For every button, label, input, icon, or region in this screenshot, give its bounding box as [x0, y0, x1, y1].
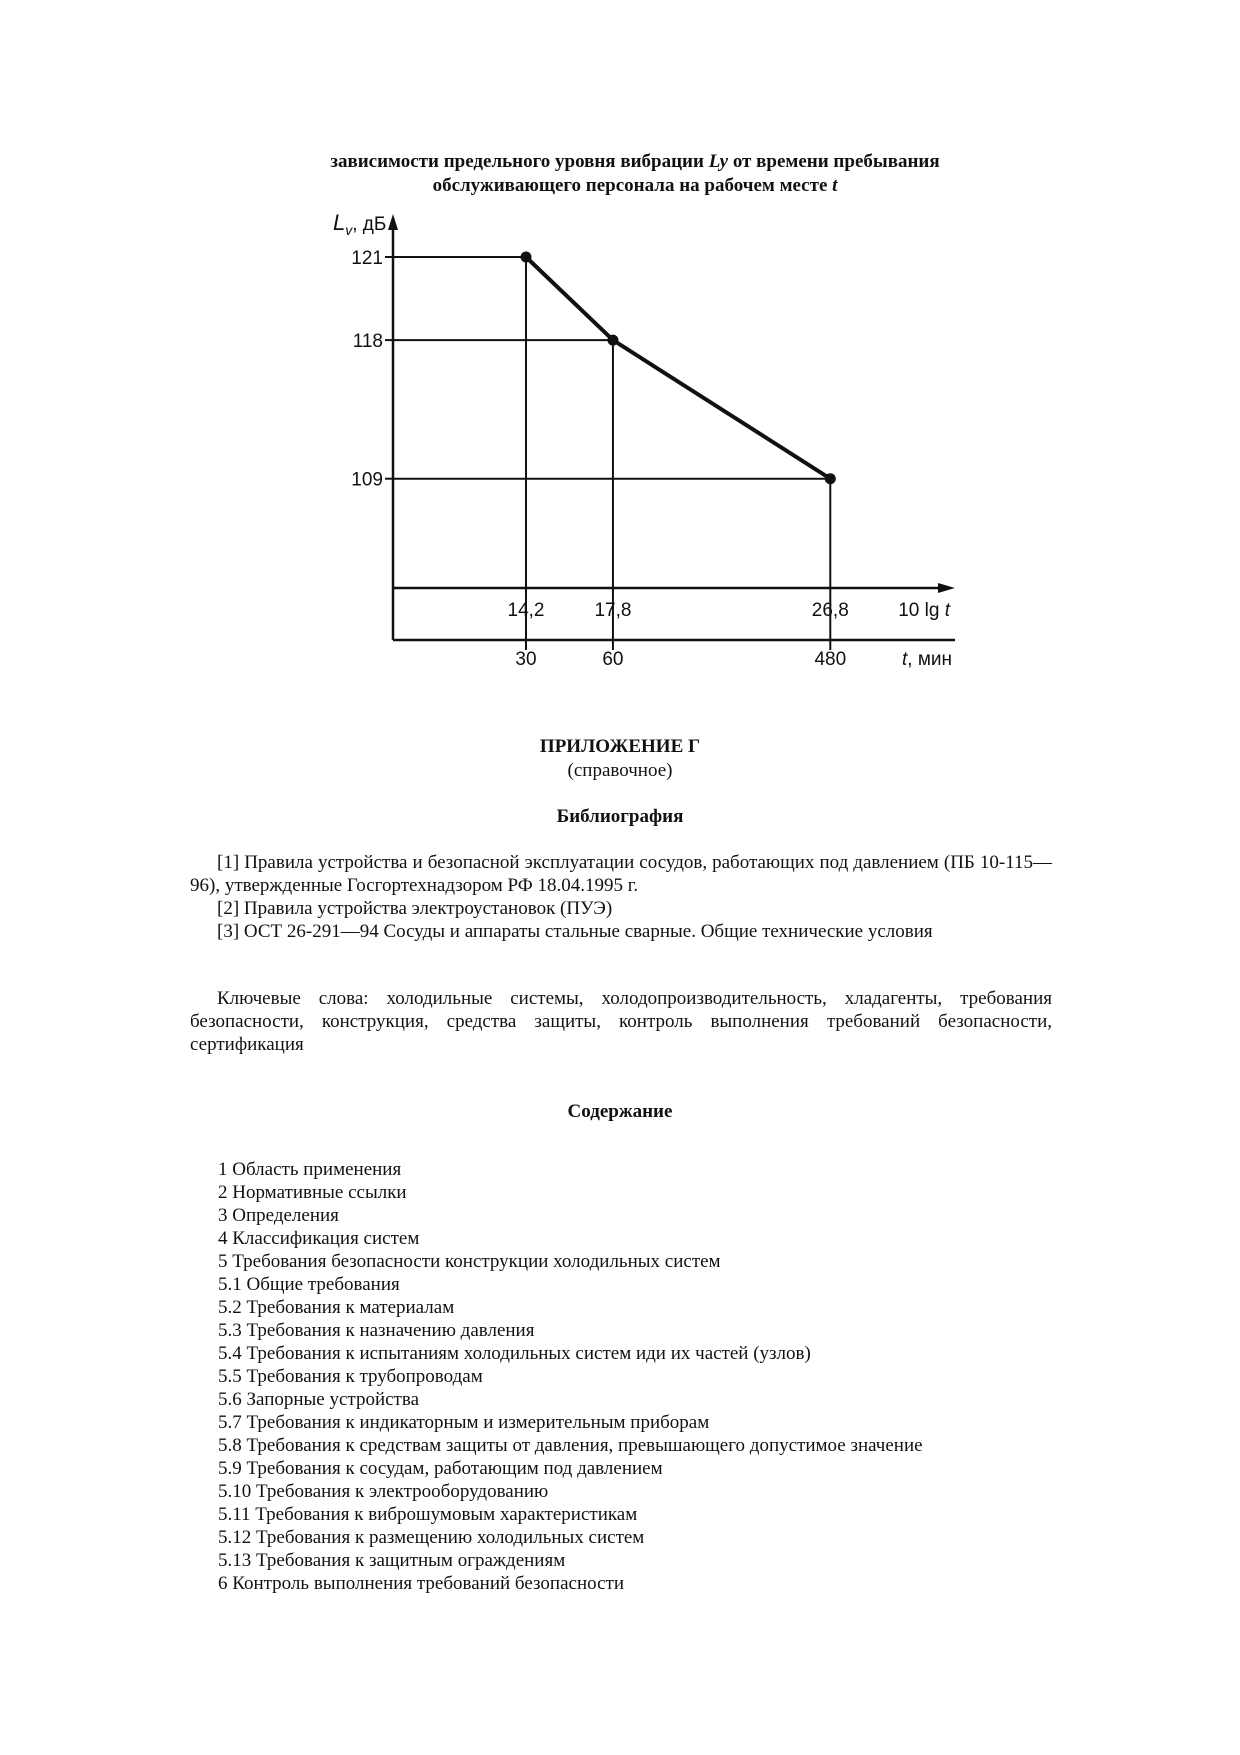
- contents-item: 5.11 Требования к виброшумовым характеристикам: [218, 1504, 638, 1525]
- y-tick-label: 109: [351, 469, 383, 491]
- contents-item: 5.1 Общие требования: [218, 1274, 400, 1295]
- contents-list: [218, 1158, 923, 1595]
- appendix-title: ПРИЛОЖЕНИЕ Г: [539, 736, 701, 757]
- series-line: [526, 257, 830, 479]
- contents-title: Содержание: [567, 1101, 673, 1122]
- contents-item: 6 Контроль выполнения требований безопасности: [218, 1573, 624, 1594]
- x-lg-tick-label: 14,2: [507, 600, 545, 621]
- x-axis-lg-label: 10 lg t: [898, 600, 950, 621]
- bibliography-item: [2] Правила устройства электроустановок (ПУЭ): [217, 898, 613, 919]
- bibliography-item: [1] Правила устройства и безопасной эксплуатации сосудов, работающих под давлением (ПБ 10-115—96), утвержденные Госгортехнадзором РФ 18.04.1995 г.: [190, 852, 1052, 896]
- y-axis-arrow: [388, 214, 398, 230]
- contents-item: 1 Область применения: [218, 1159, 402, 1180]
- contents-item: 5.10 Требования к электрооборудованию: [218, 1481, 549, 1502]
- y-tick-label: 118: [352, 331, 383, 353]
- contents-item: 5.9 Требования к сосудам, работающим под давлением: [218, 1458, 663, 1479]
- appendix-subtitle: (справочное): [567, 760, 673, 781]
- contents-item: 5.6 Запорные устройства: [218, 1389, 420, 1410]
- x-lg-tick-label: 17,8: [594, 600, 632, 621]
- x-axis-lg-arrow: [938, 583, 955, 593]
- contents-item: 5.12 Требования к размещению холодильных систем: [218, 1527, 645, 1548]
- x-min-tick-label: 60: [602, 649, 624, 670]
- contents-item: 5.13 Требования к защитным ограждениям: [218, 1550, 566, 1571]
- chart-marks: [351, 248, 848, 670]
- contents-item: 5.4 Требования к испытаниям холодильных систем иди их частей (узлов): [218, 1343, 811, 1364]
- data-point: [607, 335, 618, 346]
- contents-item: 5.7 Требования к индикаторным и измерительным приборам: [218, 1412, 710, 1433]
- contents-item: 3 Определения: [218, 1205, 339, 1226]
- data-point: [521, 252, 532, 263]
- contents-item: 5.5 Требования к трубопроводам: [218, 1366, 483, 1387]
- x-min-tick-label: 480: [814, 649, 847, 670]
- x-lg-tick-label: 26,8: [811, 600, 849, 621]
- data-point: [825, 473, 836, 484]
- contents-item: 5.3 Требования к назначению давления: [218, 1320, 535, 1341]
- y-tick-label: 121: [351, 248, 383, 269]
- caption-line-2: обслуживающего персонала на рабочем месте t: [432, 175, 838, 196]
- contents-item: 5 Требования безопасности конструкции холодильных систем: [218, 1251, 721, 1272]
- x-min-tick-label: 30: [515, 649, 537, 670]
- y-axis-label: $L_v$, дБ: [333, 210, 387, 238]
- x-axis-min-label: t, мин: [901, 649, 952, 670]
- bibliography-list: [190, 851, 1052, 943]
- contents-item: 4 Классификация систем: [218, 1228, 420, 1249]
- vibration-chart: [0, 0, 1240, 700]
- caption-var-ly: Ly: [708, 151, 729, 172]
- caption-var-t: t: [832, 175, 838, 196]
- bibliography-item: [3] ОСТ 26-291—94 Сосуды и аппараты стальные сварные. Общие технические условия: [217, 921, 933, 942]
- contents-item: 5.2 Требования к материалам: [218, 1297, 455, 1318]
- caption-line-1: зависимости предельного уровня вибрации Ly от времени пребывания: [330, 151, 940, 172]
- contents-item: 5.8 Требования к средствам защиты от давления, превышающего допустимое значение: [218, 1435, 923, 1456]
- bibliography-title: Библиография: [556, 806, 684, 827]
- contents-item: 2 Нормативные ссылки: [218, 1182, 407, 1203]
- keywords-paragraph: Ключевые слова: холодильные системы, холодопроизводительность, хладагенты, требования безопасности, конструкция, средства защиты, контроль выполнения требований безопасности, сертификация: [190, 988, 1052, 1055]
